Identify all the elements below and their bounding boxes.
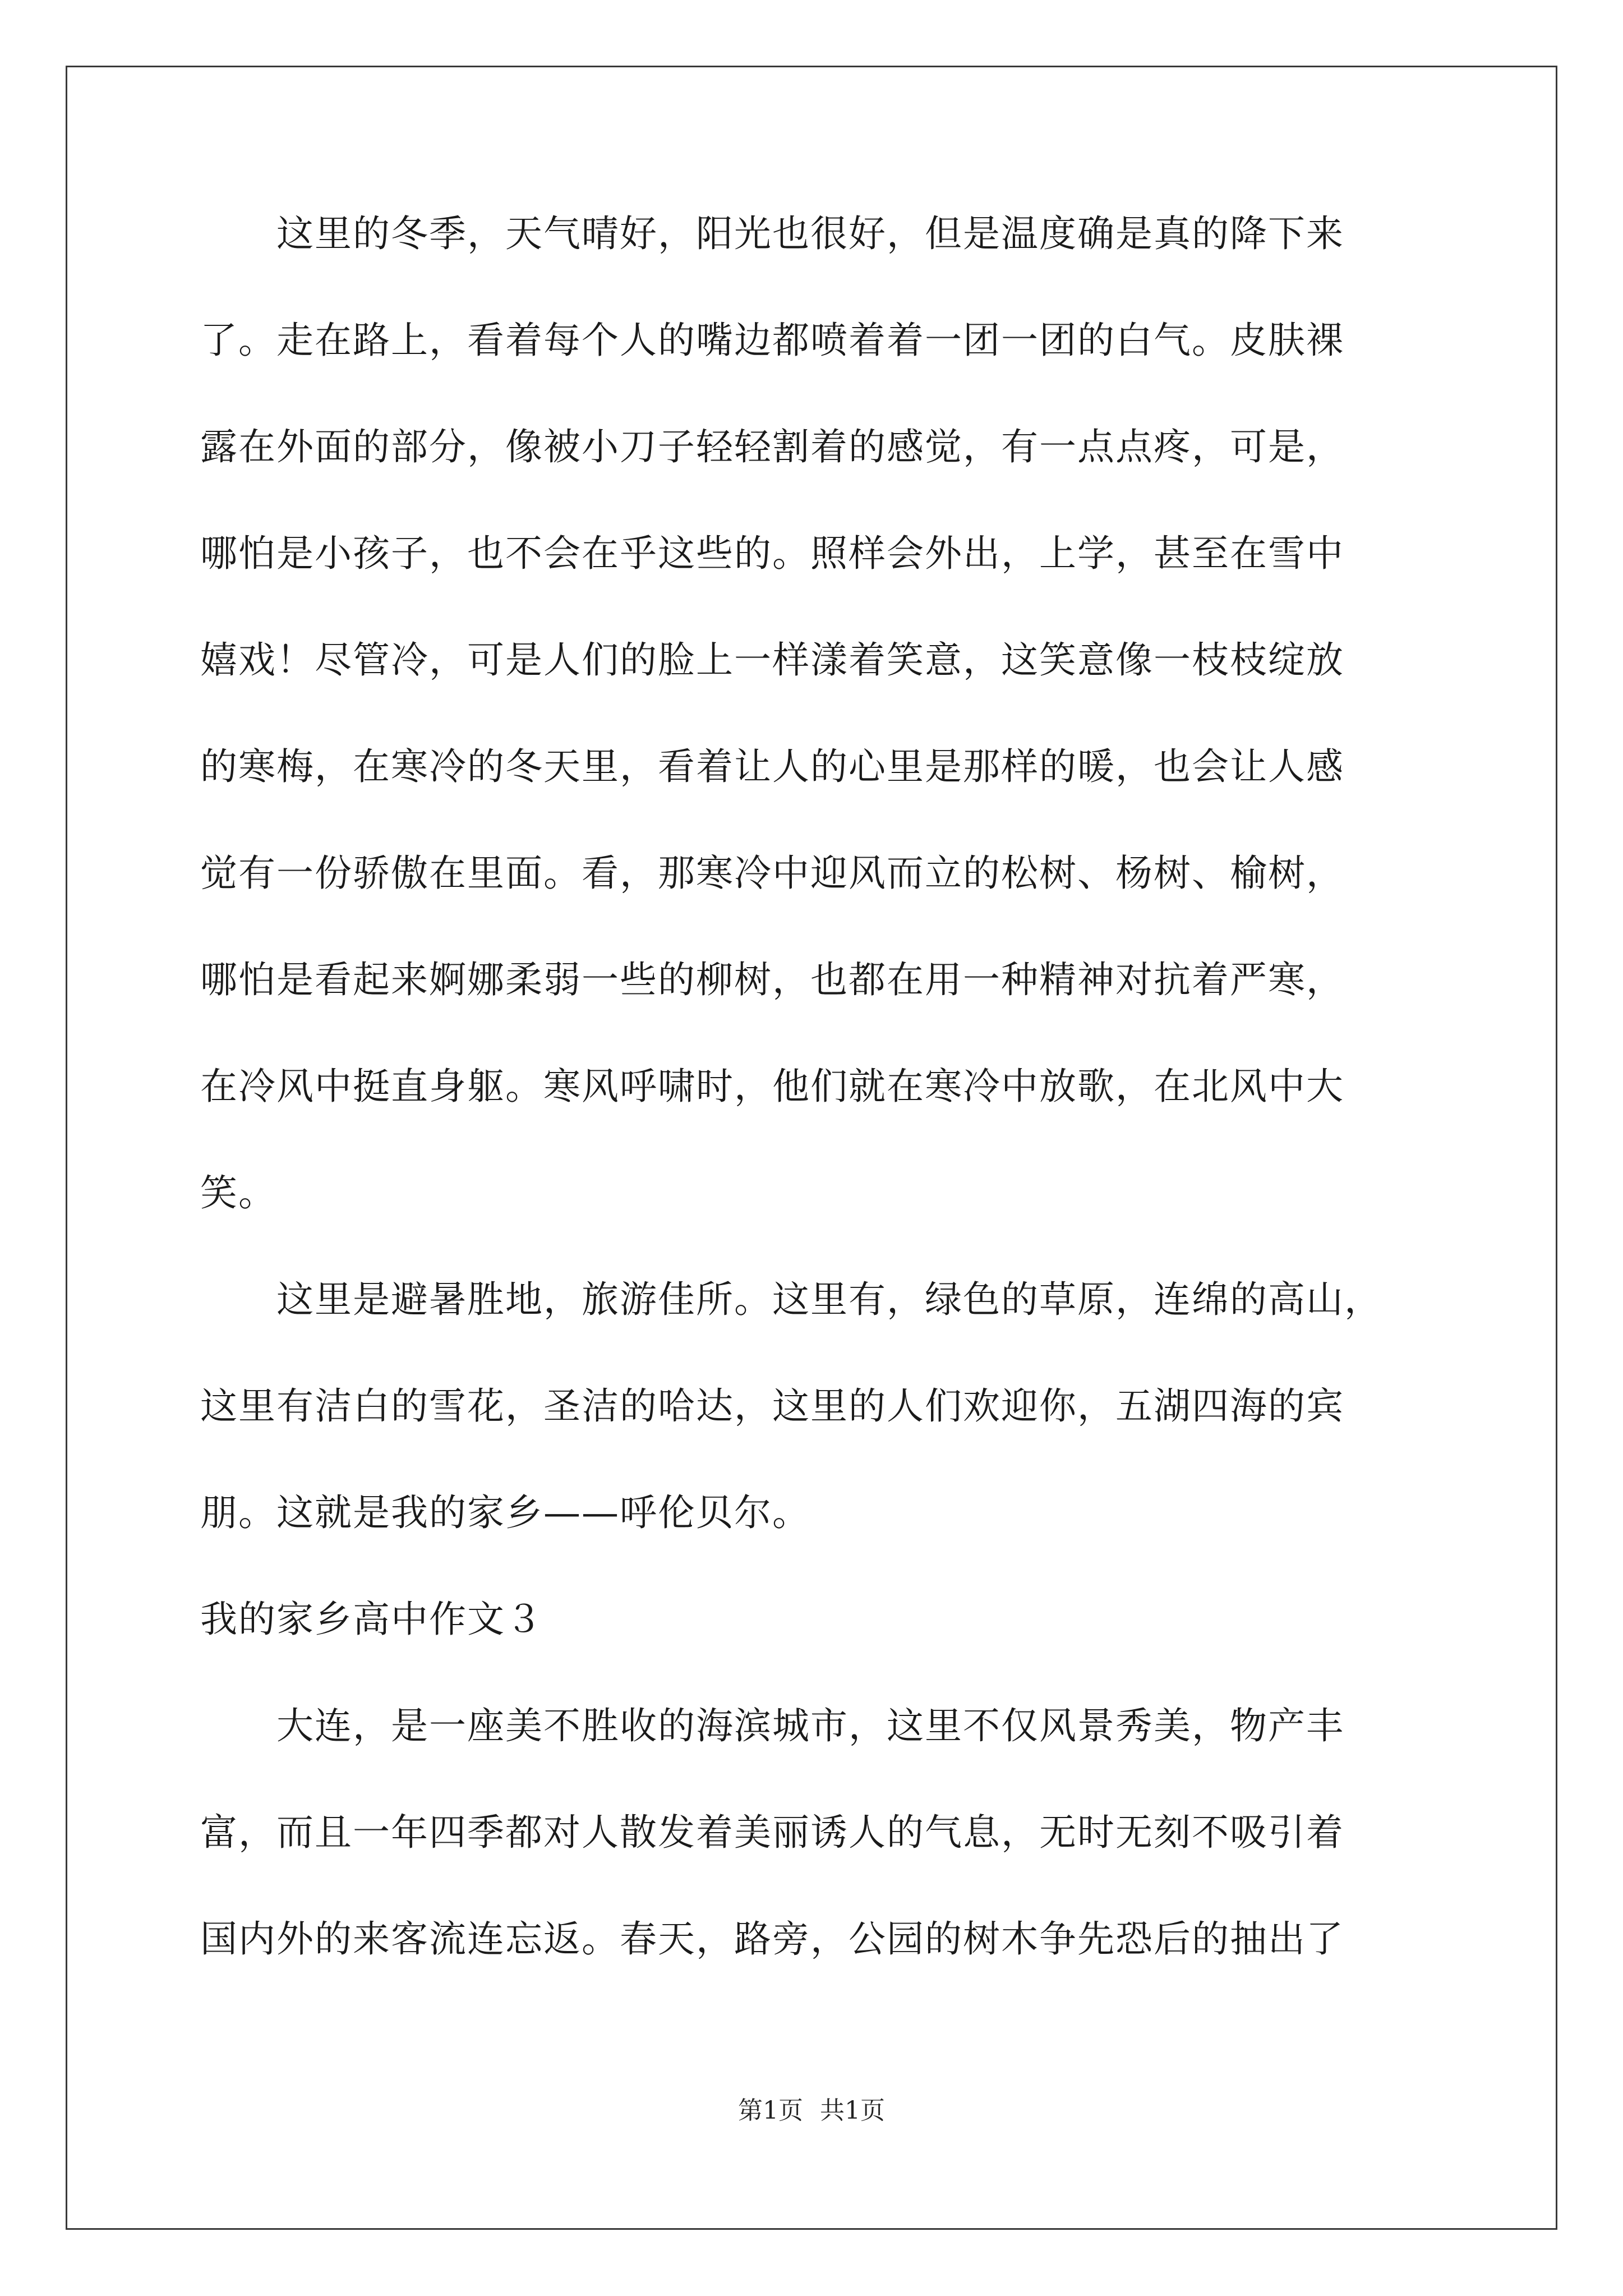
page-footer bbox=[0, 2094, 1623, 2128]
text-line: 朋。这就是我的家乡——呼伦贝尔。 bbox=[200, 1491, 810, 1534]
text-line: 哪怕是小孩子，也不会在乎这些的。照样会外出，上学，甚至在雪中 bbox=[200, 532, 1344, 575]
section-heading: 我的家乡高中作文３ bbox=[200, 1598, 543, 1641]
text-line: 这里有洁白的雪花，圣洁的哈达，这里的人们欢迎你，五湖四海的宾 bbox=[200, 1384, 1344, 1428]
text-line: 的寒梅，在寒冷的冬天里，看着让人的心里是那样的暖，也会让人感 bbox=[200, 745, 1344, 788]
text-line: 了。走在路上，看着每个人的嘴边都喷着着一团一团的白气。皮肤裸 bbox=[200, 319, 1344, 362]
text-line: 这里的冬季，天气晴好，阳光也很好，但是温度确是真的降下来 bbox=[200, 212, 1344, 255]
text-line: 笑。 bbox=[200, 1171, 276, 1214]
page-total: 共1页 bbox=[820, 2096, 885, 2125]
text-line: 嬉戏！尽管冷，可是人们的脸上一样漾着笑意，这笑意像一枝枝绽放 bbox=[200, 638, 1344, 682]
text-line: 在冷风中挺直身躯。寒风呼啸时，他们就在寒冷中放歌，在北风中大 bbox=[200, 1065, 1344, 1108]
text-line: 国内外的来客流连忘返。春天，路旁，公园的树木争先恐后的抽出了 bbox=[200, 1917, 1344, 1961]
page-number: 第1页 bbox=[738, 2096, 803, 2125]
text-line: 露在外面的部分，像被小刀子轻轻割着的感觉，有一点点疼，可是， bbox=[200, 425, 1344, 468]
text-line: 大连，是一座美不胜收的海滨城市，这里不仅风景秀美，物产丰 bbox=[200, 1704, 1344, 1747]
text-line: 富，而且一年四季都对人散发着美丽诱人的气息，无时无刻不吸引着 bbox=[200, 1811, 1344, 1854]
page-border bbox=[66, 66, 1557, 2230]
text-line: 觉有一份骄傲在里面。看，那寒冷中迎风而立的松树、杨树、榆树， bbox=[200, 852, 1344, 895]
text-line: 哪怕是看起来婀娜柔弱一些的柳树，也都在用一种精神对抗着严寒， bbox=[200, 958, 1344, 1001]
text-line: 这里是避暑胜地，旅游佳所。这里有，绿色的草原，连绵的高山， bbox=[200, 1278, 1382, 1321]
